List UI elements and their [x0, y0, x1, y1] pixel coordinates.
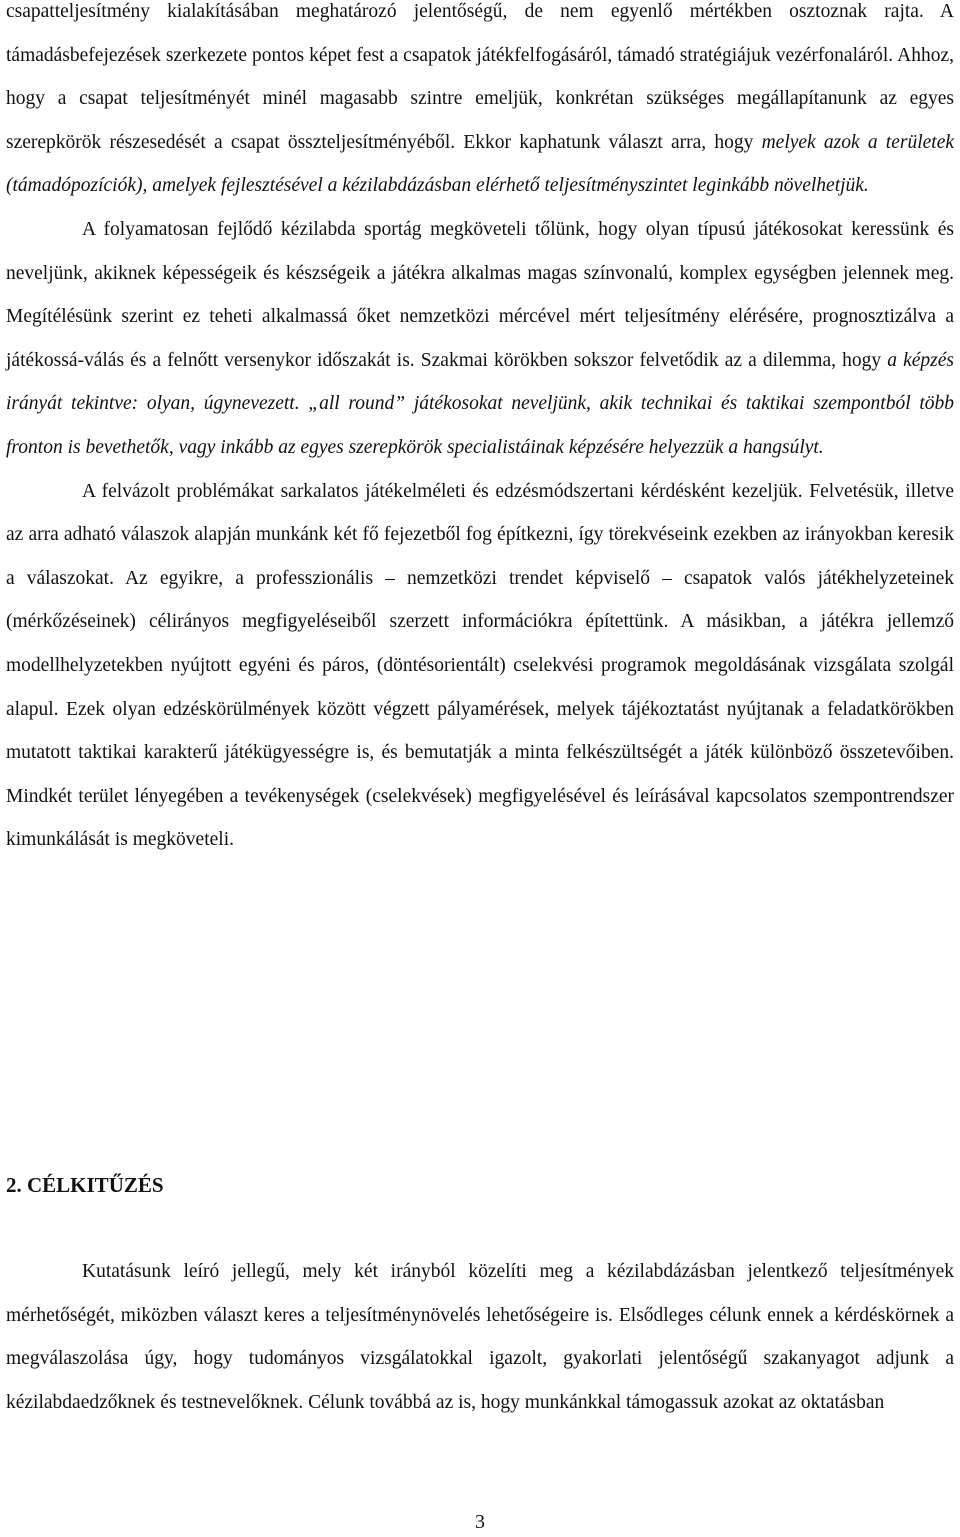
paragraph-2 — [6, 208, 954, 470]
paragraph-1-text: csapatteljesítmény kialakításában meghatározó jelentőségű, de nem egyenlő mértékben osztoznak rajta. A támadásbefejezések szerkezete pontos képet fest a csapatok játékfelfogásáról, támadó stratégiájuk vezérfonaláról. Ahhoz, hogy a csapat teljesítményét minél magasabb szintre emeljük, konkrétan szükséges megállapítanunk az egyes szerepkörök részesedését a csapat összteljesítményéből. Ekkor kaphatunk választ arra, hogy — [6, 1, 954, 153]
paragraph-2-text: A folyamatosan fejlődő kézilabda sportág megköveteli tőlünk, hogy olyan típusú játékosokat keressünk és neveljünk, akiknek képességeik és készségeik a játékra alkalmas magas színvonalú, komplex egységben jelennek meg. Megítélésünk szerint ez teheti alkalmassá őket nemzetközi mércével mért teljesítmény elérésére, prognosztizálva a játékossá-válás és a felnőtt versenykor időszakát is. Szakmai körökben sokszor felvetődik az a dilemma, hogy — [6, 218, 954, 371]
section-2-paragraph: Kutatásunk leíró jellegű, mely két irányból közelíti meg a kézilabdázásban jelentkező teljesítmények mérhetőségét, miközben választ keres a teljesítménynövelés lehetőségeire is. Elsődleges célunk ennek a kérdéskörnek a megválaszolása úgy, hogy tudományos vizsgálatokkal igazolt, gyakorlati jelentőségű szakanyagot adjunk a kézilabdaedzőknek és testnevelőknek. Célunk továbbá az is, hogy munkánkkal támogassuk azokat az oktatásban — [6, 1261, 954, 1413]
paragraph-2-italic: a képzés irányát tekintve: olyan, úgynevezett. „all round” játékosokat neveljünk, akik technikai és taktikai szempontból több fronton is bevethetők, vagy inkább az egyes szerepkörök specialistáinak képzésére helyezzük a hangsúlyt. — [6, 349, 954, 458]
paragraph-1-italic: melyek azok a területek (támadópozíciók), amelyek fejlesztésével a kézilabdázásban elérhető teljesítményszintet leginkább növelhetjük. — [6, 131, 955, 197]
document-body — [6, 0, 954, 862]
page-number: 3 — [475, 1511, 485, 1533]
section-2-body — [6, 1250, 954, 1424]
paragraph-1 — [6, 0, 954, 208]
section-heading: 2. CÉLKITŰZÉS — [6, 1173, 164, 1197]
paragraph-3 — [6, 470, 954, 862]
paragraph-3-text: A felvázolt problémákat sarkalatos játékelméleti és edzésmódszertani kérdésként kezeljük. Felvetésük, illetve az arra adható válaszok alapján munkánk két fő fejezetből fog építkezni, így törekvéseink ezekben az irányokban keresik a válaszokat. Az egyikre, a professzionális – nemzetközi trendet képviselő – csapatok valós játékhelyzeteinek (mérkőzéseinek) célirányos megfigyeléseiből szerzett információkra építettünk. A másikban, a játékra jellemző modellhelyzetekben nyújtott egyéni és páros, (döntésorientált) cselekvési programok megoldásának vizsgálata szolgál alapul. Ezek olyan edzéskörülmények között végzett pályamérések, melyek tájékoztatást nyújtanak a feladatkörökben mutatott taktikai karakterű játékügyességre is, és bemutatják a minta felkészültségét a játék különböző összetevőiben. Mindkét terület lényegében a tevékenységek (cselekvések) megfigyelésével és leírásával kapcsolatos szempontrendszer kimunkálását is megköveteli. — [6, 480, 954, 851]
